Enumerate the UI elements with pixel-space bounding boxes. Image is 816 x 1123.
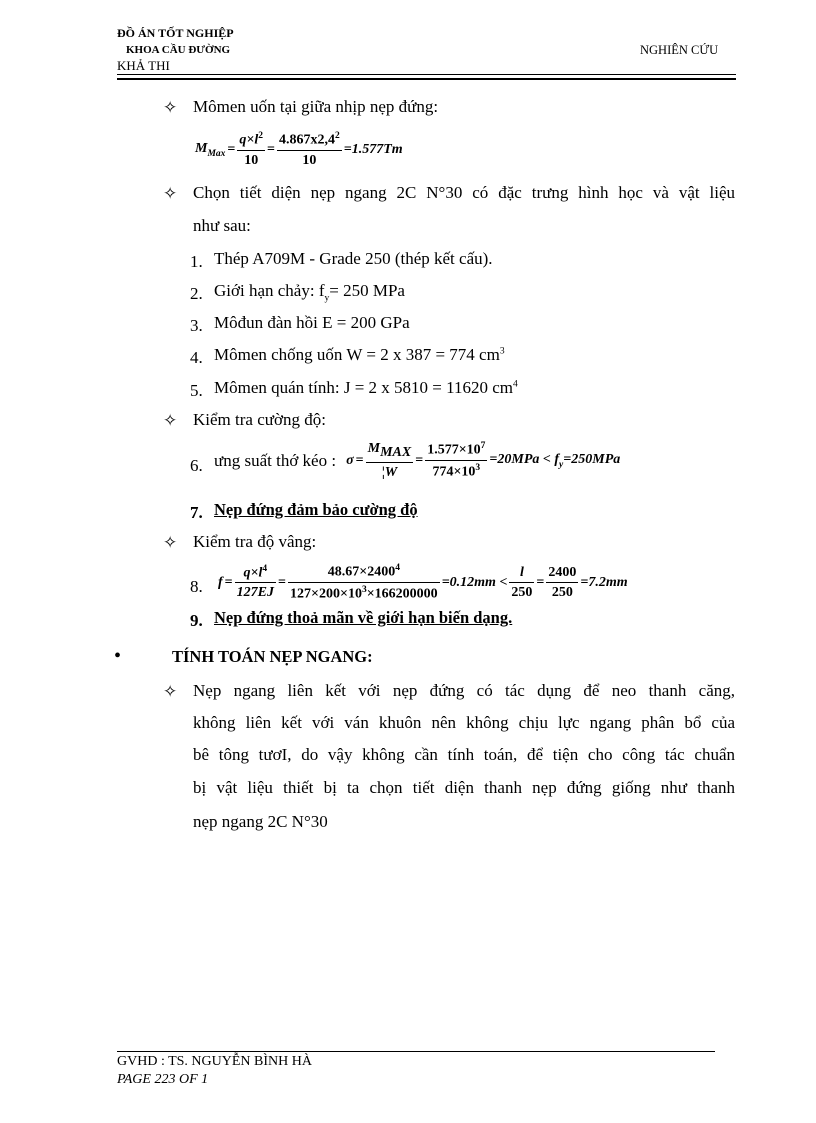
f3-frac1: $\frac{q\times l^4}{127EJ}$ [236,563,274,601]
header-line2: KHẢ THI [117,58,170,73]
section-bullet-icon: • [114,645,122,667]
diamond-bullet-icon: ✧ [163,184,178,203]
f1-lhs: $M_{Max}$ [195,140,226,159]
f3-frac3: $\frac{l}{250}$ [511,564,533,600]
header-subtitle: KHOA CẦU ĐƯỜNG [126,44,231,56]
item-number: 7. [190,503,203,522]
item-number: 5. [190,381,203,400]
strength-check-label: Kiểm tra cường độ: [193,410,326,429]
f2-frac2: $\frac{1.577\times 10^7}{774\times 10^3}$ [427,441,486,480]
footer-advisor: GVHD : TS. NGUYỄN BÌNH HÀ [117,1054,312,1069]
choose-text-line2: như sau: [193,216,251,235]
item-number: 3. [190,316,203,335]
paragraph-line: nẹp ngang 2C N°30 [193,812,328,831]
item-text: Giới hạn chảy: $f_y= 250$ MPa [214,281,405,304]
f3-frac4: $\frac{2400}{250}$ [548,564,577,600]
section-title: TÍNH TOÁN NẸP NGANG: [172,647,373,666]
formula-deflection: f = $\frac{q\times l^4}{127EJ}$ = $\frac{48.67\times 2400^4}{127\times 200\times 10^3\times 166200000}$ =0.12mm < $\frac{l}{250}$ = $\frac{2400}{250}$ =7.2mm [218,563,628,602]
item-number: 4. [190,348,203,367]
footer-page-number: PAGE 223 OF 1 [117,1072,209,1087]
diamond-bullet-icon: ✧ [163,682,178,701]
formula-stress: ưng suất thớ kéo : σ = $\frac{M_{MAX}}{¦W}$ = $\frac{1.577\times 10^7}{774\times 10^3}$ $=20MPa < f_y=250MPa$ [214,441,621,480]
deflection-conclusion: Nẹp đứng thoả mãn về giới hạn biến dạng. [214,608,513,627]
f1-frac2: $\frac{4.867x2,4^2}{10}$ [279,131,340,168]
item-number: 2. [190,284,203,303]
f2-frac1: $\frac{M_{MAX}}{¦W}$ [367,441,412,480]
header-rule-thin [117,74,736,75]
deflection-check-label: Kiểm tra độ vâng: [193,532,317,551]
header-right: NGHIÊN CỨU [640,43,719,57]
paragraph-line: bị vật liệu thiết bị ta chọn tiết diện thanh nẹp đứng giống như thanh [193,778,735,797]
item-number: 8. [190,577,203,596]
item-text: Môđun đàn hồi E = 200 GPa [214,313,410,332]
header-rule-thick [117,78,736,80]
item-number: 6. [190,456,203,475]
footer-rule [117,1051,715,1052]
item-text: Mômen quán tính: J = 2 x 5810 = 11620 $cm^4$ [214,378,518,397]
diamond-bullet-icon: ✧ [163,411,178,430]
f1-frac1: $\frac{q\times l^2}{10}$ [239,131,264,168]
item-text: Mômen chống uốn W = 2 x 387 = 774 $cm^3$ [214,345,505,364]
item-text: Thép A709M - Grade 250 (thép kết cấu). [214,249,493,268]
paragraph-line: không liên kết với ván khuôn nên không chịu lực ngang phân bổ của [193,713,735,732]
item-number: 9. [190,611,203,630]
item-number: 1. [190,252,203,271]
f3-frac2: $\frac{48.67\times 2400^4}{127\times 200\times 10^3\times 166200000}$ [289,563,438,602]
paragraph-line: Nẹp ngang liên kết với nẹp đứng có tác dụng để neo thanh căng, [193,681,735,700]
f1-result: =1.577Tm [343,141,403,157]
formula-moment: $M_{Max}$ = $\frac{q\times l^2}{10}$ = $\frac{4.867x2,4^2}{10}$ =1.577Tm [195,131,403,168]
header-title: ĐỒ ÁN TỐT NGHIỆP [117,26,234,40]
paragraph-line: bê tông tươI, do vậy không cần tính toán, để tiện cho công tác chuẩn [193,745,735,764]
choose-text-line1: Chọn tiết diện nẹp ngang 2C N°30 có đặc trưng hình học và vật liệu [193,183,735,202]
diamond-bullet-icon: ✧ [163,533,178,552]
diamond-bullet-icon: ✧ [163,98,178,117]
moment-label: Mômen uốn tại giữa nhịp nẹp đứng: [193,97,439,116]
strength-conclusion: Nẹp đứng đảm bảo cường độ [214,500,418,519]
